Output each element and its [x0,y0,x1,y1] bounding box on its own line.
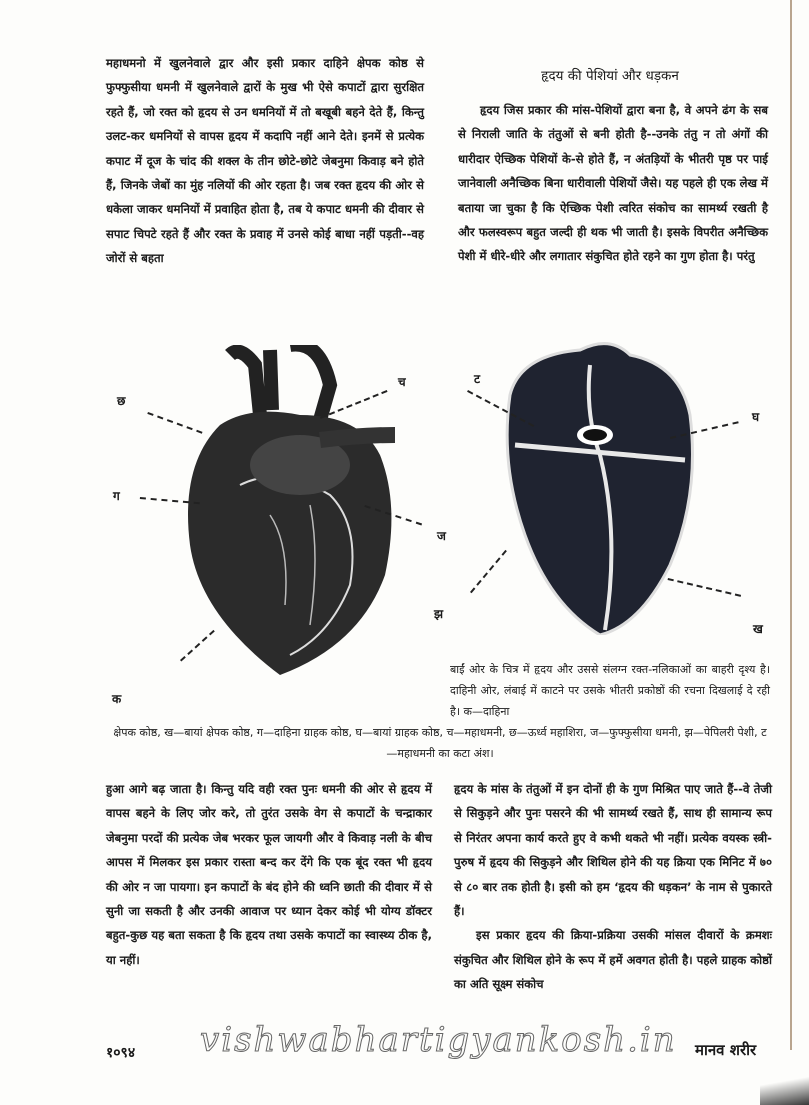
page-corner-shadow [760,1065,809,1105]
figure-caption: बाईं ओर के चित्र में हृदय और उससे संलग्न रक्त-नलिकाओं का बाहरी दृश्य है। दाहिनी ओर, लंबाई में काटने पर उसके भीतरी प्रकोष्ठों की रचना दिखलाई दे रही है। क—दाहिना [450,663,770,718]
paragraph: महाधमनो में खुलनेवाले द्वार और इसी प्रकार दाहिने क्षेपक कोष्ठ से फुफ्फुसीया धमनी में खुलनेवाले द्वारों के मुख भी ऐसे कपाटों द्वारा सुरक्षित रहते हैं, जो रक्त को हृदय से उन धमनियों में तो बखूबी बहने देते हैं, किन्तु उलट-कर धमनियों से वापस हृदय में कदापि नहीं आने देते। इनमें से प्रत्येक कपाट में दूज के चांद की शक्ल के तीन छोटे-छोटे जेबनुमा किवाड़ बने होते हैं, जिनके जेबों का मुंह नलियों की ओर रहता है। जब रक्त हृदय की ओर से धकेला जाकर धमनियों में प्रवाहित होता है, तब ये कपाट धमनी की दीवार से सपाट चिपटे रहते हैं और रक्त के प्रवाह में उनसे कोई बाधा नहीं पड़ती--वह जोरों से बहता [106,56,424,266]
running-head: मानव शरीर [695,1041,757,1059]
label-cha: च [398,375,406,389]
label-ta: ट [474,372,481,386]
paragraph: हृदय जिस प्रकार की मांस-पेशियों द्वारा बना है, वे अपने ढंग के सब से निराली जाति के तंतुओं से बनी होती है--उनके तंतु न तो अंगों की धारीदार ऐच्छिक पेशियों के-से होते हैं, न अंतड़ियों के भीतरी पृष्ठ पर पाई जानेवाली अनैच्छिक बिना धारीवाली पेशियों जैसे। यह पहले ही एक लेख में बताया जा चुका है कि ऐच्छिक पेशी त्वरित संकोच का सामर्थ्य रखती है और फलस्वरूप बहुत जल्दी ही थक भी जाती है। इसके विपरीत अनैच्छिक पेशी में धीरे-धीरे और लगातार संकुचित होते रहने का गुण होता है। परंतु [458,103,768,264]
section-heading: हृदय की पेशियां और धड़कन [541,68,679,84]
right-column-bottom [454,777,772,997]
page-number: १०९४ [106,1045,136,1061]
heart-section-illustration [490,335,705,635]
figure-caption-continued: क्षेपक कोष्ठ, ख—बायां क्षेपक कोष्ठ, ग—दाहिना ग्राहक कोष्ठ, घ—बायां ग्राहक कोष्ठ, च—महाधमनी, छ—ऊर्ध्व महाशिरा, ज—फुफ्फुसीया धमनी, झ—पेपिलरी पेशी, ट—महाधमनी का कटा अंश। [113,726,767,760]
left-column-top [106,51,424,271]
label-ja: ज [437,529,446,543]
paragraph: हुआ आगे बढ़ जाता है। किन्तु यदि वही रक्त पुनः धमनी की ओर से हृदय में वापस बहने के लिए जोर करे, तो तुरंत उसके वेग से कपाटों के चन्द्राकार जेबनुमा परदों की प्रत्येक जेब भरकर फूल जायगी और वे किवाड़ नली के बीच आपस में मिलकर इस प्रकार रास्ता बन्द कर देंगे कि एक बूंद रक्त भी हृदय की ओर न जा पायगा। इन कपाटों के बंद होने की ध्वनि छाती की दीवार में से सुनी जा सकती है और उनकी आवाज पर ध्यान देकर कोई भी योग्य डॉक्टर बहुत-कुछ यह बता सकता है कि हृदय तथा उसके कपाटों का स्वास्थ्य ठीक है, या नहीं। [106,782,432,967]
label-ka: क [112,692,122,706]
label-gha: घ [752,410,760,424]
label-kha: ख [753,622,763,636]
right-column-top [458,98,768,269]
label-ga: ग [113,489,120,503]
watermark: vishwabhartigyankosh.in [200,1020,677,1060]
label-chh: छ [117,394,126,408]
page-edge-line [790,0,792,1050]
left-column-bottom [106,777,432,972]
paragraph: इस प्रकार हृदय की क्रिया-प्रक्रिया उसकी मांसल दीवारों के क्रमशः संकुचित और शिथिल होने के रूप में हमें अवगत होती है। पहले ग्राहक कोष्ठों का अति सूक्ष्म संकोच [454,928,772,992]
paragraph: हृदय के मांस के तंतुओं में इन दोनों ही के गुण मिश्रित पाए जाते हैं--वे तेजी से सिकुड़ने और पुनः पसरने की भी सामर्थ्य रखते हैं, साथ ही सामान्य रूप से निरंतर अपना कार्य करते हुए वे कभी थकते भी नहीं। प्रत्येक वयस्क स्त्री-पुरुष में हृदय की सिकुड़ने और शिथिल होने की यह क्रिया एक मिनिट में ७० से ८० बार तक होती है। इसी को हम ‘हृदय की धड़कन’ के नाम से पुकारते हैं। [454,782,772,919]
label-jha: झ [434,607,444,621]
